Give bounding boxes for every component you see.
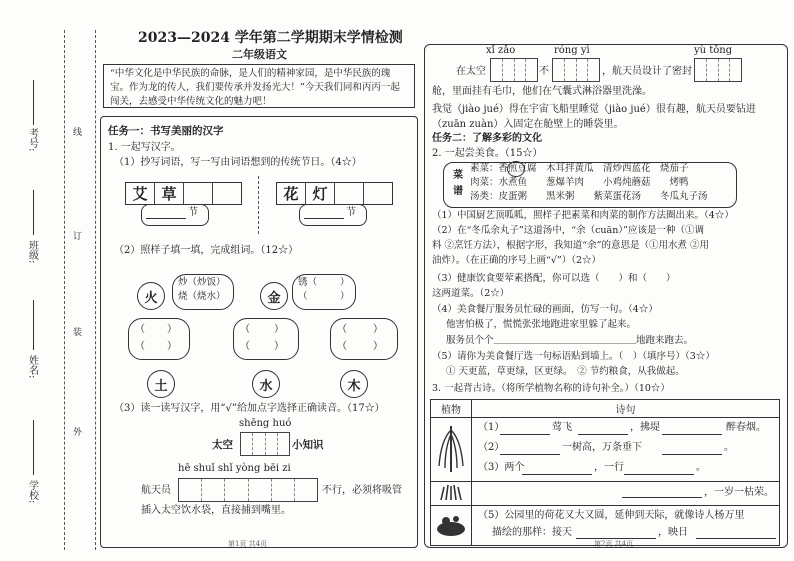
menu-line-3: 汤类：皮蛋粥 黑米粥 紫菜蛋花汤 冬瓜丸子汤 [470, 191, 708, 202]
task2-title: 任务二：了解多彩的文化 [432, 133, 542, 144]
write-grid-yutong[interactable] [694, 58, 742, 82]
festival-box [141, 204, 209, 226]
banji-line [33, 190, 34, 235]
pinyin-xizao: xǐ zǎo [486, 45, 516, 56]
answer-cell[interactable] [364, 183, 392, 204]
divider [258, 176, 259, 234]
char-cell: 花 [277, 183, 306, 204]
xuexiao-line [33, 420, 34, 475]
paren: （ [135, 324, 145, 335]
p2-b: 一树高，万条垂下 [562, 442, 642, 453]
grass-picture-cell [431, 482, 472, 506]
fire-example-1: 炒（炒饭） [178, 277, 226, 288]
paren: ） [340, 291, 350, 302]
s2-b: 料 ②烹饪方法），根据字形，我知道“余”的意思是（①用水煮 ②用 [432, 240, 710, 251]
write-grid-heshui[interactable] [178, 478, 318, 502]
kaohao-line [33, 80, 34, 125]
s2-a: （2）在“冬瓜余丸子”这道汤中，“余（cuān）”应该是一种（①调 [432, 225, 704, 236]
q3-title: 3. 一起背古诗。（将所学植物名称的诗句补全。）（10☆） [432, 383, 670, 394]
p3-c: 。 [696, 462, 706, 473]
lotus-picture-cell [431, 506, 472, 546]
line2-text: 插入太空饮水袋，直接捕到嘴里。 [141, 505, 291, 516]
paren: （ [298, 291, 308, 302]
s2-c: 油炸）。（在正确的序号上画“√”）（2☆） [432, 255, 602, 266]
blank[interactable] [624, 474, 694, 475]
binding-char: 装 [73, 328, 83, 338]
paren: （ [240, 324, 250, 335]
jie-char: 节 [188, 207, 198, 218]
q1-3-text: （3）读一读写汉字，用“√”给加点字选择正确读音。（17☆） [114, 403, 385, 414]
s4-b: 他害怕极了，慌慌张张地跑进家里躲了起来。 [446, 319, 637, 330]
answer-cell[interactable] [213, 183, 241, 204]
p1-a: （1） [478, 422, 505, 433]
poem-rows-1-3 [472, 418, 780, 482]
paren: ） [167, 324, 177, 335]
s1-text: （1）中国厨艺顶呱呱，照样子把素菜和肉菜的制作方法圈出来。（4☆） [432, 210, 734, 221]
r3-text: 我觉（jiào jué）得在宇宙飞船里睡觉（jiào jué）很有趣，航天员要钻进（zuān zuàn）入固定在舱壁上的睡袋里。 [432, 104, 756, 130]
s5-a: （5）请你为美食餐厅选一句标语贴到墙上。（ ）（填序号）（3☆） [432, 351, 715, 362]
jie-char: 节 [346, 207, 356, 218]
intro-box [103, 64, 415, 108]
paren: ） [340, 277, 350, 288]
page-number-left: 第1页 共4页 [228, 540, 268, 548]
combine-oval-3 [330, 318, 398, 360]
q1-title: 1. 一起写汉字。 [108, 142, 181, 153]
paren: （ [135, 341, 145, 352]
paren: ） [373, 341, 383, 352]
grass-icon [436, 483, 466, 501]
word-grid-aicao [125, 182, 242, 205]
blank[interactable] [500, 454, 560, 455]
intro-text: “中华文化是中华民族的命脉，是人们的精神家园，是中华民族的瑰宝。作为龙的传人，我们要传承并发扬光大！”今天我们同和丙丙一起闯关，去感受中华传统文化的魅力吧！ [110, 68, 400, 107]
p1-d: 醉春烟。 [726, 422, 766, 433]
paren: （ [240, 341, 250, 352]
zhishi-label: 小知识 [292, 439, 324, 451]
radical-gold: 金 [260, 282, 288, 310]
kaohao-label: 考号: [26, 128, 38, 152]
q1-2-text: （2）照样子填一填，完成组词。（12☆） [114, 245, 299, 256]
char-cell: 草 [155, 183, 184, 204]
combine-oval-2 [233, 318, 299, 360]
blank[interactable] [522, 474, 592, 475]
paren: ） [167, 341, 177, 352]
taikong-label: 太空 [212, 439, 233, 451]
s4-a: （4）美食餐厅服务员忙碌的画面，仿写一句。（4☆） [432, 304, 658, 315]
poem-header: 诗句 [472, 400, 780, 418]
blank[interactable] [696, 538, 776, 539]
poem-row-4 [472, 482, 780, 506]
word-grid-huadeng [276, 182, 393, 205]
p2-a: （2） [478, 442, 505, 453]
task1-title: 任务一：书写美丽的汉字 [108, 125, 224, 137]
r1-a: 在太空 [456, 66, 486, 77]
pinyin-yutong: yù tǒng [694, 45, 733, 56]
gold-example: 锈（ [298, 277, 318, 288]
line1-rest: 不行，必须将吸管 [322, 485, 402, 496]
r1-c: ，航天员设计了密封 [602, 66, 692, 77]
blank[interactable] [576, 538, 656, 539]
p3-b: ，一行 [594, 462, 624, 473]
page-number-right: 第2页 共4页 [594, 540, 634, 548]
p3-a: （3）两个 [478, 462, 525, 473]
radical-water: 水 [252, 370, 280, 398]
s3-a: （3）健康饮食要荤素搭配，你可以选（ ）和（ ） [432, 273, 676, 284]
poem-table [430, 399, 780, 546]
hangtianyuan-label: 航天员 [141, 485, 171, 496]
pinyin-rongyi: róng yì [554, 45, 590, 56]
answer-cell[interactable] [335, 183, 364, 204]
p1-b: 莺飞 [552, 422, 572, 433]
r1-b: 不 [539, 66, 549, 77]
binding-char: 线 [73, 128, 83, 138]
exam-subtitle: 二年级语文 [232, 48, 287, 61]
binding-char: 订 [73, 232, 83, 242]
write-grid-shenghuo[interactable] [240, 432, 290, 456]
lotus-icon [434, 509, 468, 539]
s5-b: ① 天更蓝，草更绿，区更绿。 ② 节约粮食，从我做起。 [446, 366, 685, 377]
plant-header: 植物 [431, 400, 472, 418]
exam-title: 2023—2024 学年第二学期期末学情检测 [138, 30, 403, 46]
radical-earth: 土 [147, 370, 175, 398]
blank[interactable] [662, 434, 722, 435]
menu-label: 菜谱 [450, 169, 462, 201]
radical-wood: 木 [340, 370, 368, 398]
xuexiao-label: 学校: [26, 480, 38, 504]
willow-picture-cell [431, 418, 472, 482]
write-grid-rongyi[interactable] [552, 58, 600, 82]
festival-box [299, 204, 367, 226]
blank[interactable] [578, 434, 628, 435]
q1-1-text: （1）抄写词语，写一写由词语想到的传统节日。（4☆） [114, 157, 362, 168]
pinyin-shenghuo: shēng huó [239, 418, 292, 429]
p4-text: ，一岁一枯荣。 [704, 487, 774, 498]
radical-fire: 火 [137, 282, 165, 310]
blank[interactable] [622, 497, 702, 498]
char-cell: 艾 [126, 183, 155, 204]
banji-label: 班级: [26, 240, 38, 264]
answer-cell[interactable] [184, 183, 213, 204]
p5-c: ，映日 [658, 527, 688, 538]
binding-dash-line [64, 30, 65, 550]
char-cell: 灯 [306, 183, 335, 204]
r2-text: 舱，里面挂有毛巾，他们在气囊式淋浴器里洗澡。 [432, 86, 652, 97]
s4-c: 服务员个个＿＿＿＿＿＿＿＿＿＿＿＿＿＿＿地跑来跑去。 [446, 335, 694, 346]
s3-b: 这两道菜。（2☆） [432, 288, 510, 299]
xingming-line [33, 300, 34, 350]
paren: （ [337, 341, 347, 352]
paren: ） [274, 324, 284, 335]
menu-line-2: 肉菜：水煮鱼 葱爆羊肉 小鸡炖蘑菇 烤鸭 [470, 177, 689, 188]
menu-line-1: 素菜：香煎豆腐 木耳拌黄瓜 清炒西蓝花 烧茄子 [470, 163, 689, 174]
combine-oval-1 [128, 318, 190, 360]
p5-a: （5）公园里的荷花又大又圆，延伸到天际，就像诗人杨万里 [478, 510, 745, 521]
write-grid-xizao[interactable] [490, 58, 538, 82]
q2-title: 2. 一起尝美食。（15☆） [432, 148, 543, 159]
p1-c: ，拂堤 [630, 422, 660, 433]
blank[interactable] [500, 434, 550, 435]
willow-icon [431, 418, 471, 478]
pinyin-heshui: hē shuǐ shǐ yòng bēi zi [178, 463, 291, 474]
circled-method [507, 161, 525, 177]
binding-char: 外 [73, 428, 83, 438]
p5-b: 描绘的那样：接天 [492, 527, 572, 538]
paren: ） [274, 341, 284, 352]
p2-c: 。 [724, 442, 734, 453]
blank[interactable] [662, 454, 722, 455]
xingming-label: 姓名: [26, 355, 38, 379]
binding-dash-line-2 [95, 30, 96, 550]
fire-example-2: 烧（烧水） [178, 291, 226, 302]
paren: （ [337, 324, 347, 335]
paren: ） [373, 324, 383, 335]
